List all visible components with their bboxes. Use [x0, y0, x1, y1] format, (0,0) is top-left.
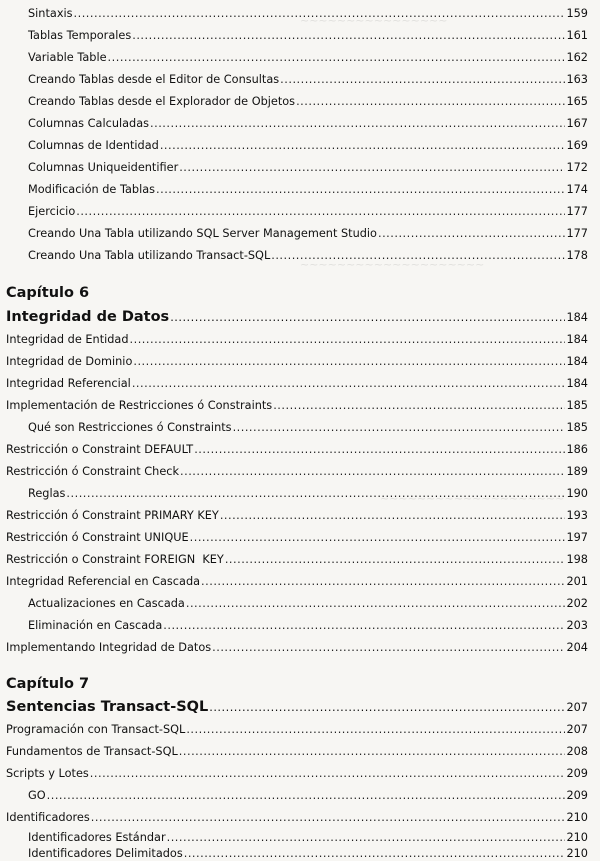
toc-entry-title: Scripts y Lotes: [6, 767, 89, 780]
toc-entry-title: Restricción o Constraint FOREIGN KEY: [6, 553, 224, 566]
toc-entry-page: 167: [566, 117, 588, 130]
toc-entry-page: 193: [566, 509, 588, 522]
toc-entry-page: 209: [566, 767, 588, 780]
dot-leader: [179, 745, 565, 759]
bleed-through-text: ~~~~~~~~~~~~~~~~~~~~: [300, 258, 485, 271]
toc-entry-title: Restricción o Constraint DEFAULT: [6, 443, 194, 456]
toc-entry-page: 189: [566, 465, 588, 478]
toc-entry-title: Integridad Referencial: [6, 377, 131, 390]
dot-leader: [225, 553, 565, 567]
dot-leader: [47, 789, 565, 803]
dot-leader: [130, 333, 565, 347]
toc-entry[interactable]: [6, 723, 588, 737]
toc-entry[interactable]: [6, 443, 588, 457]
dot-leader: [220, 509, 565, 523]
toc-entry-page: 198: [566, 553, 588, 566]
chapter-heading: Capítulo 6: [6, 285, 90, 301]
dot-leader: [167, 831, 565, 845]
toc-entry-title: Reglas: [28, 487, 66, 500]
toc-entry[interactable]: [28, 619, 588, 633]
toc-entry-page: 184: [566, 355, 588, 368]
toc-entry-title: Eliminación en Cascada: [28, 619, 163, 632]
toc-entry-title: Restricción ó Constraint UNIQUE: [6, 531, 189, 544]
dot-leader: [90, 767, 565, 781]
dot-leader: [91, 811, 565, 825]
toc-entry[interactable]: [28, 847, 588, 861]
bleed-through-text: ~~~~~~~~~~~~~~~~~~~~: [380, 492, 565, 505]
toc-entry[interactable]: [6, 745, 588, 759]
toc-entry-title: Creando Una Tabla utilizando Transact-SQL: [28, 249, 271, 262]
toc-entry-page: 210: [566, 831, 588, 844]
toc-entry-page: 190: [566, 487, 588, 500]
toc-entry-page: 163: [566, 73, 588, 86]
toc-entry[interactable]: [28, 117, 588, 131]
toc-entry-title: Implementando Integridad de Datos: [6, 641, 212, 654]
section-title: Sentencias Transact-SQL: [6, 699, 209, 715]
toc-entry-title: Columnas de Identidad: [28, 139, 159, 152]
dot-leader: [233, 421, 565, 435]
toc-entry-title: Identificadores Estándar: [28, 831, 166, 844]
toc-entry[interactable]: [6, 531, 588, 545]
toc-entry[interactable]: [6, 811, 588, 825]
dot-leader: [212, 641, 565, 655]
toc-entry[interactable]: [28, 227, 588, 241]
section-page: 184: [566, 311, 588, 324]
toc-entry-page: 201: [566, 575, 588, 588]
toc-entry-page: 165: [566, 95, 588, 108]
toc-entry[interactable]: [28, 29, 588, 43]
toc-entry[interactable]: [6, 377, 588, 391]
toc-entry[interactable]: [28, 421, 588, 435]
toc-entry-page: 162: [566, 51, 588, 64]
toc-entry-page: 203: [566, 619, 588, 632]
toc-entry-title: Restricción ó Constraint Check: [6, 465, 180, 478]
dot-leader: [296, 95, 565, 109]
toc-entry[interactable]: [6, 465, 588, 479]
toc-entry[interactable]: [6, 333, 588, 347]
toc-entry-title: Integridad de Dominio: [6, 355, 133, 368]
dot-leader: [163, 619, 565, 633]
toc-entry[interactable]: [28, 7, 588, 21]
toc-entry[interactable]: [6, 767, 588, 781]
dot-leader: [132, 29, 565, 43]
section-title-row[interactable]: [6, 698, 588, 717]
toc-entry-title: Identificadores Delimitados: [28, 847, 183, 860]
dot-leader: [209, 699, 565, 717]
toc-entry[interactable]: [6, 575, 588, 589]
dot-leader: [133, 355, 565, 369]
toc-entry[interactable]: [28, 249, 588, 263]
dot-leader: [271, 249, 565, 263]
toc-entry-page: 169: [566, 139, 588, 152]
toc-entry-page: 186: [566, 443, 588, 456]
toc-entry-title: Fundamentos de Transact-SQL: [6, 745, 178, 758]
toc-entry-page: 161: [566, 29, 588, 42]
toc-entry-title: Creando Una Tabla utilizando SQL Server Management Studio: [28, 227, 377, 240]
dot-leader: [156, 183, 565, 197]
dot-leader: [201, 575, 565, 589]
toc-entry-page: 177: [566, 205, 588, 218]
dot-leader: [76, 205, 565, 219]
toc-entry-title: Ejercicio: [28, 205, 76, 218]
toc-entry-page: 202: [566, 597, 588, 610]
toc-entry-title: Creando Tablas desde el Explorador de Objetos: [28, 95, 296, 108]
dot-leader: [280, 73, 565, 87]
toc-entry-page: 178: [566, 249, 588, 262]
toc-entry-page: 185: [566, 421, 588, 434]
toc-entry-title: Actualizaciones en Cascada: [28, 597, 185, 610]
toc-entry-title: Tablas Temporales: [28, 29, 132, 42]
dot-leader: [179, 161, 565, 175]
section-title-row[interactable]: [6, 308, 588, 327]
toc-entry[interactable]: [28, 95, 588, 109]
toc-entry-page: 204: [566, 641, 588, 654]
dot-leader: [170, 309, 565, 327]
toc-entry-title: Identificadores: [6, 811, 90, 824]
toc-entry-page: 208: [566, 745, 588, 758]
toc-entry-page: 184: [566, 377, 588, 390]
dot-leader: [132, 377, 565, 391]
toc-entry-title: Variable Table: [28, 51, 107, 64]
toc-entry-page: 209: [566, 789, 588, 802]
dot-leader: [378, 227, 565, 241]
toc-entry-title: Modificación de Tablas: [28, 183, 156, 196]
toc-entry-title: GO: [28, 789, 46, 802]
dot-leader: [186, 597, 565, 611]
toc-entry-page: 159: [566, 7, 588, 20]
dot-leader: [74, 7, 565, 21]
dot-leader: [108, 51, 565, 65]
toc-entry-title: Implementación de Restricciones ó Constraints: [6, 399, 273, 412]
toc-entry[interactable]: [6, 641, 588, 655]
toc-entry-title: Restricción ó Constraint PRIMARY KEY: [6, 509, 219, 522]
toc-entry[interactable]: [28, 51, 588, 65]
toc-entry-page: 197: [566, 531, 588, 544]
toc-entry-page: 210: [566, 847, 588, 860]
toc-entry[interactable]: [28, 73, 588, 87]
toc-entry-title: Creando Tablas desde el Editor de Consultas: [28, 73, 280, 86]
toc-entry-page: 184: [566, 333, 588, 346]
toc-entry[interactable]: [28, 831, 588, 845]
toc-entry-page: 210: [566, 811, 588, 824]
toc-entry[interactable]: [28, 205, 588, 219]
toc-entry[interactable]: [28, 139, 588, 153]
toc-entry[interactable]: [6, 553, 588, 567]
toc-entry-title: Columnas Uniqueidentifier: [28, 161, 179, 174]
dot-leader: [160, 139, 565, 153]
section-page: 207: [566, 701, 588, 714]
dot-leader: [66, 487, 565, 501]
toc-entry[interactable]: [28, 161, 588, 175]
toc-entry-title: Programación con Transact-SQL: [6, 723, 186, 736]
dot-leader: [150, 117, 565, 131]
dot-leader: [186, 723, 565, 737]
toc-entry-title: Integridad Referencial en Cascada: [6, 575, 201, 588]
toc-entry[interactable]: [28, 597, 588, 611]
dot-leader: [190, 531, 565, 545]
dot-leader: [273, 399, 565, 413]
toc-entry-page: 174: [566, 183, 588, 196]
toc-entry-title: Integridad de Entidad: [6, 333, 129, 346]
toc-entry-page: 185: [566, 399, 588, 412]
dot-leader: [194, 443, 565, 457]
toc-entry[interactable]: [6, 399, 588, 413]
toc-entry-title: Qué son Restricciones ó Constraints: [28, 421, 232, 434]
dot-leader: [180, 465, 565, 479]
toc-entry-page: 172: [566, 161, 588, 174]
bleed-through-text: ~~~~~~~~~~~~~~~~: [300, 14, 448, 27]
toc-entry-page: 177: [566, 227, 588, 240]
toc-entry[interactable]: [6, 355, 588, 369]
toc-entry-title: Sintaxis: [28, 7, 73, 20]
toc-entry[interactable]: [28, 487, 588, 501]
section-title: Integridad de Datos: [6, 309, 170, 325]
toc-entry[interactable]: [28, 789, 588, 803]
chapter-heading: Capítulo 7: [6, 676, 90, 692]
toc-entry-title: Columnas Calculadas: [28, 117, 150, 130]
toc-entry[interactable]: [6, 509, 588, 523]
dot-leader: [184, 847, 565, 861]
toc-entry[interactable]: [28, 183, 588, 197]
toc-entry-page: 207: [566, 723, 588, 736]
